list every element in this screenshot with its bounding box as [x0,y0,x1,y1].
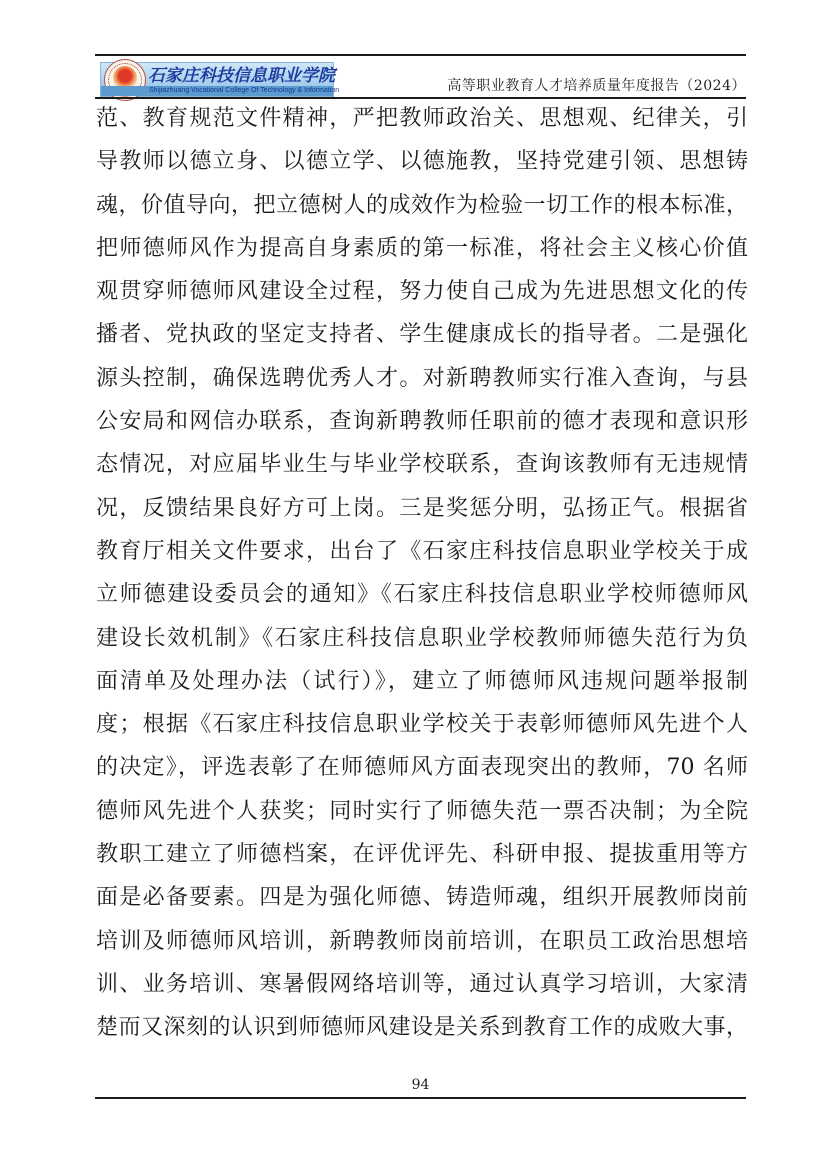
body-line: 导教师以德立身、以德立学、以德施教，坚持党建引领、思想铸 [96,149,748,175]
body-line: 态情况，对应届毕业生与毕业学校联系，查询该教师有无违规情 [96,452,748,478]
body-line: 范、教育规范文件精神，严把教师政治关、思想观、纪律关，引 [96,106,748,131]
college-name-zh: 石家庄科技信息职业学院 [148,66,335,86]
body-line: 面清单及处理办法（试行）》，建立了师德师风违规问题举报制 [96,668,748,694]
body-line: 观贯穿师德师风建设全过程，努力使自己成为先进思想文化的传 [96,279,748,305]
college-name-en: Shijiazhuang Vocational College Of Technology & Information [149,87,340,94]
header-top-rule [95,54,746,56]
body-line: 的决定》，评选表彰了在师德师风方面表现突出的教师，70 名师 [96,755,748,781]
body-line: 楚而又深刻的认识到师德师风建设是关系到教育工作的成败大事， [96,1015,748,1041]
body-line: 教职工建立了师德档案，在评优评先、科研申报、提拔重用等方 [96,842,748,868]
report-title: 高等职业教育人才培养质量年度报告（2024） [447,78,746,94]
body-text [96,97,748,1050]
body-line: 建设长效机制》《石家庄科技信息职业学校教师师德失范行为负 [96,625,748,651]
body-line: 播者、党执政的坚定支持者、学生健康成长的指导者。二是强化 [96,322,748,348]
college-logo [100,62,340,97]
body-line: 立师德建设委员会的通知》《石家庄科技信息职业学校师德师风 [96,582,748,608]
body-line: 魂，价值导向，把立德树人的成效作为检验一切工作的根本标准， [96,192,748,218]
body-line: 教育厅相关文件要求，出台了《石家庄科技信息职业学校关于成 [96,538,748,564]
body-line: 面是必备要素。四是为强化师德、铸造师魂，组织开展教师岗前 [96,885,748,911]
body-line: 训、业务培训、寒暑假网络培训等，通过认真学习培训，大家清 [96,971,748,997]
footer-rule [95,1097,746,1099]
body-line: 况，反馈结果良好方可上岗。三是奖惩分明，弘扬正气。根据省 [96,495,748,521]
body-line: 源头控制，确保选聘优秀人才。对新聘教师实行准入查询，与县 [96,365,748,391]
body-line: 公安局和网信办联系，查询新聘教师任职前的德才表现和意识形 [96,409,748,435]
body-line: 度；根据《石家庄科技信息职业学校关于表彰师德师风先进个人 [96,712,748,738]
body-line: 把师德师风作为提高自身素质的第一标准，将社会主义核心价值 [96,235,748,261]
body-line: 德师风先进个人获奖；同时实行了师德失范一票否决制；为全院 [96,798,748,824]
page-number: 94 [411,1077,430,1093]
body-line: 培训及师德师风培训，新聘教师岗前培训，在职员工政治思想培 [96,928,748,954]
